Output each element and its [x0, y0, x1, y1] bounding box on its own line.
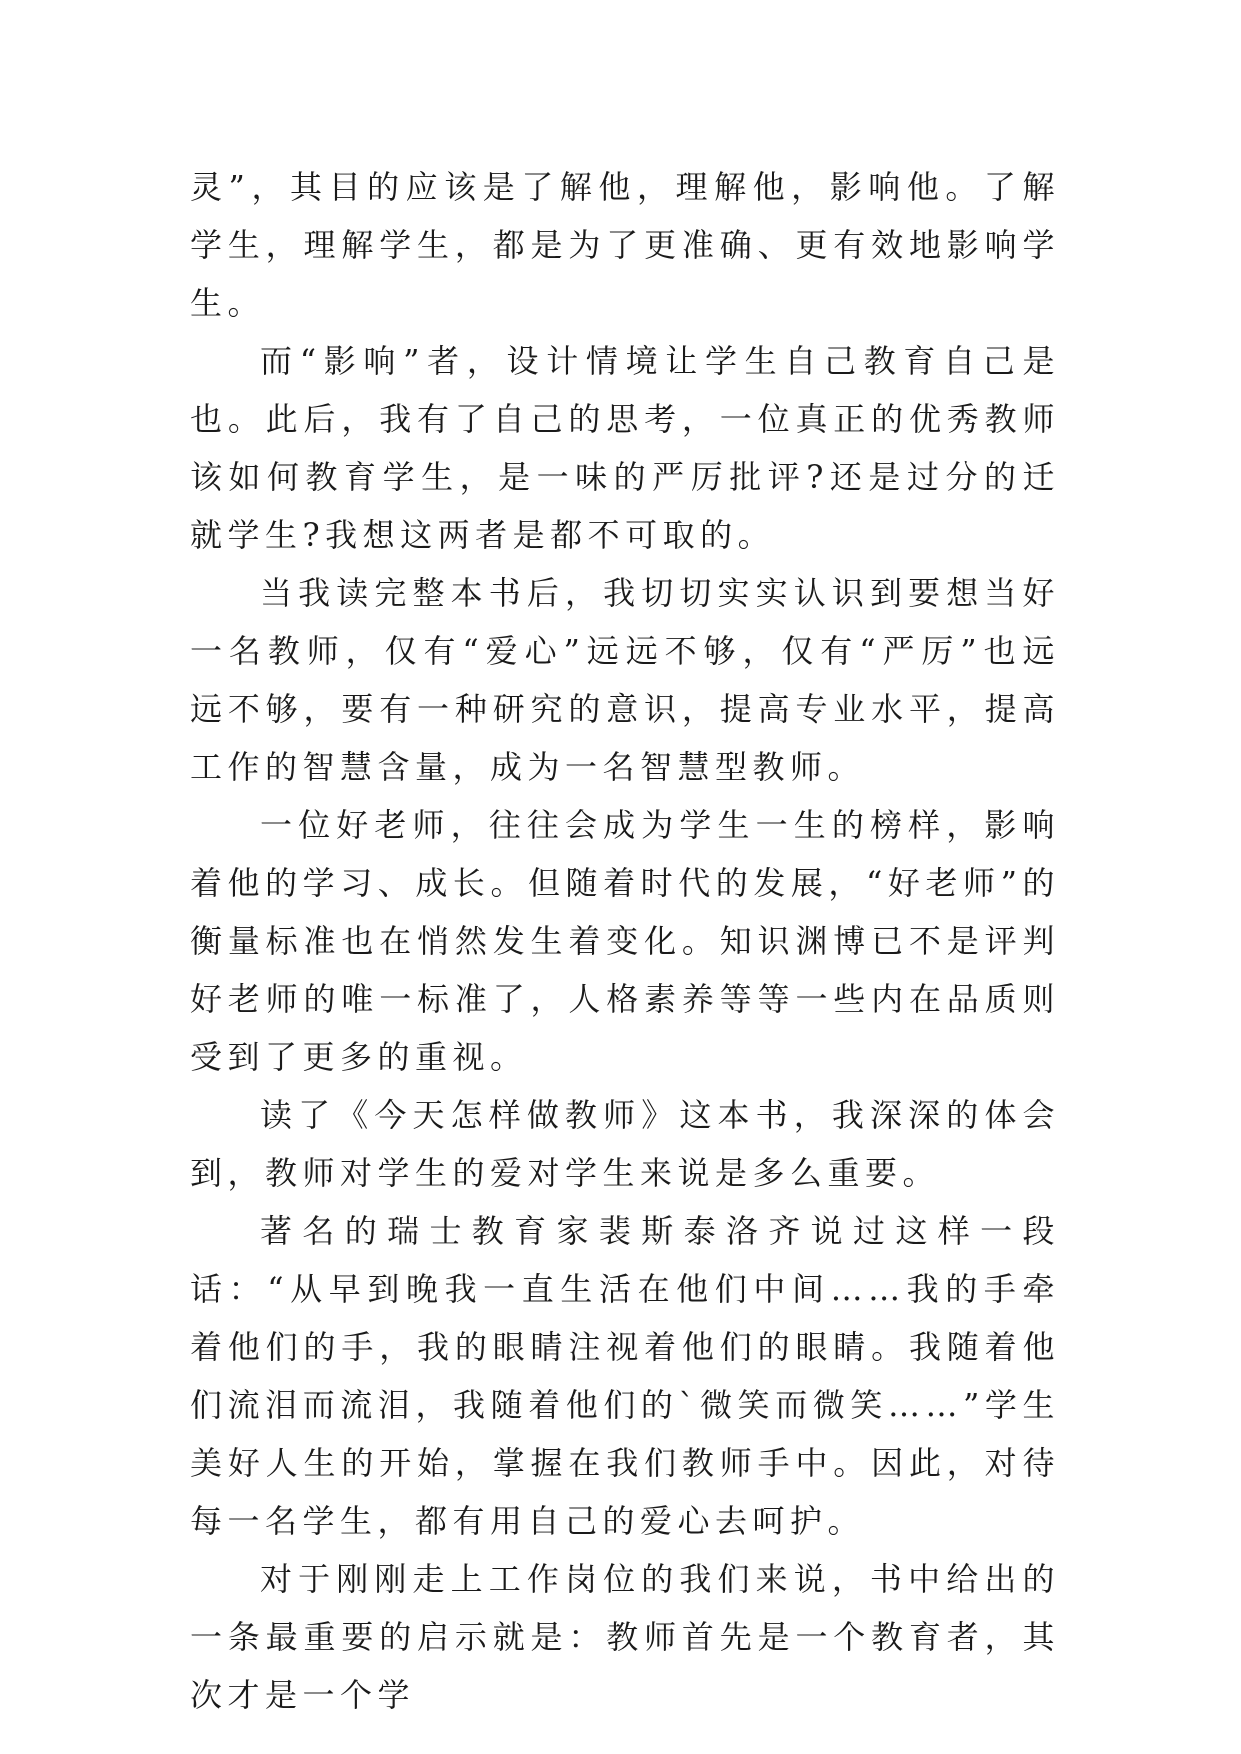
paragraph-6: 著名的瑞士教育家裴斯泰洛齐说过这样一段话：“从早到晚我一直生活在他们中间……我的手牵着他们的手，我的眼睛注视着他们的眼睛。我随着他们流泪而流泪，我随着他们的`微笑而微笑……”学生美好人生的开始，掌握在我们教师手中。因此，对待每一名学生，都有用自己的爱心去呵护。	[190, 1212, 1060, 1540]
paragraph-5: 读了《今天怎样做教师》这本书，我深深的体会到，教师对学生的爱对学生来说是多么重要。	[190, 1096, 1060, 1192]
paragraph-1: 灵”，其目的应该是了解他，理解他，影响他。了解学生，理解学生，都是为了更准确、更有效地影响学生。	[190, 168, 1060, 322]
paragraph-2: 而“影响”者，设计情境让学生自己教育自己是也。此后，我有了自己的思考，一位真正的优秀教师该如何教育学生，是一味的严厉批评?还是过分的迁就学生?我想这两者是都不可取的。	[190, 342, 1060, 554]
paragraph-3: 当我读完整本书后，我切切实实认识到要想当好一名教师，仅有“爱心”远远不够，仅有“严厉”也远远不够，要有一种研究的意识，提高专业水平，提高工作的智慧含量，成为一名智慧型教师。	[190, 574, 1060, 786]
document-body	[190, 158, 1060, 1724]
paragraph-4: 一位好老师，往往会成为学生一生的榜样，影响着他的学习、成长。但随着时代的发展，“好老师”的衡量标准也在悄然发生着变化。知识渊博已不是评判好老师的唯一标准了，人格素养等等一些内在品质则受到了更多的重视。	[190, 806, 1060, 1076]
paragraph-7: 对于刚刚走上工作岗位的我们来说，书中给出的一条最重要的启示就是：教师首先是一个教育者，其次才是一个学	[190, 1560, 1060, 1714]
